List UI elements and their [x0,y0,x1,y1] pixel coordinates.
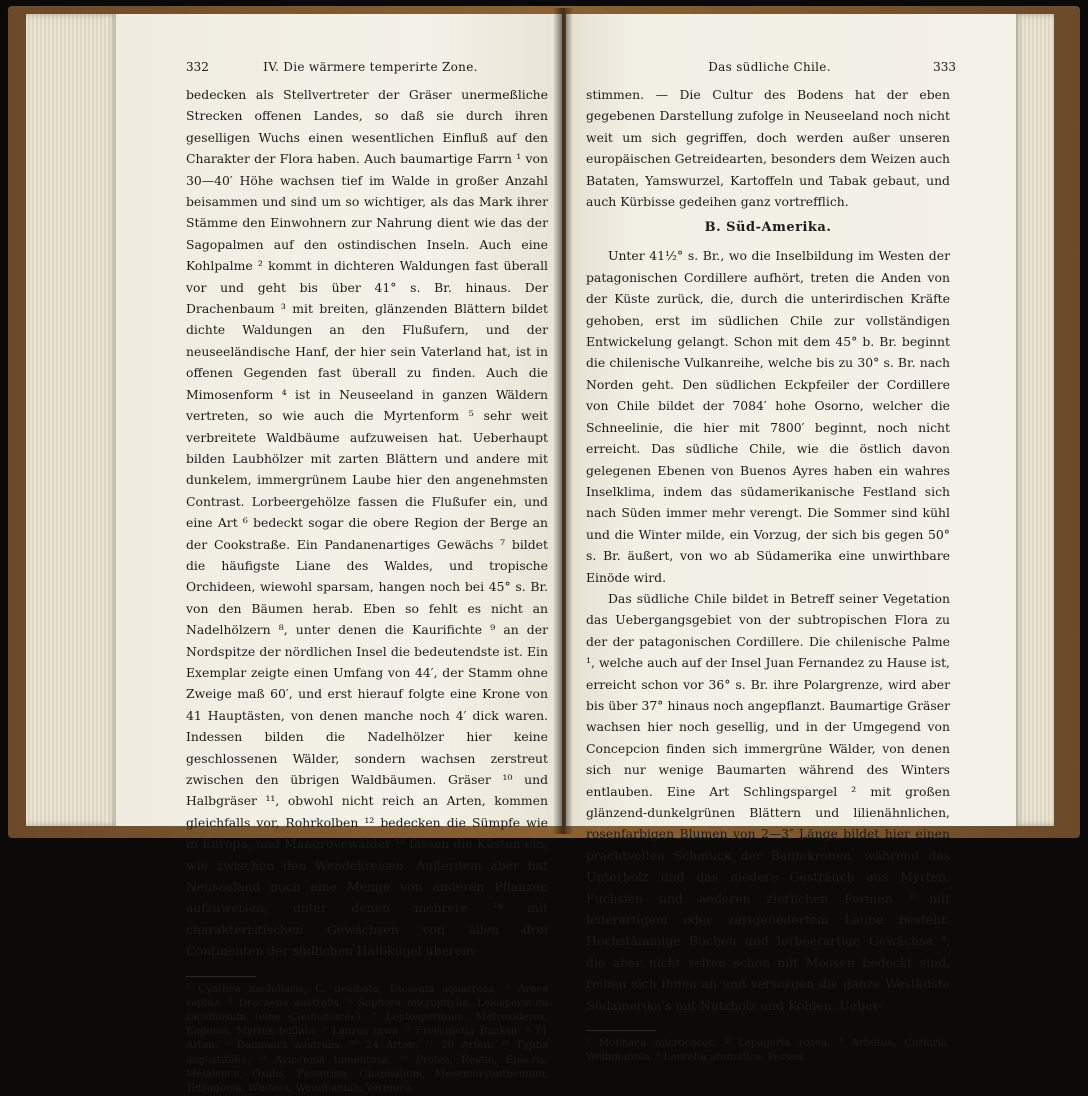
left-body [186,84,548,1096]
right-page-number: 333 [933,60,956,74]
book-spine-shadow [553,8,573,834]
right-page [566,14,1016,1064]
left-paragraph: bedecken als Stellvertreter der Gräser unermeßliche Strecken offenen Landes, so daß sie durch ihren geselligen Wuchs einen wesentlichen Einfluß auf den Charakter der Flora haben. Auch baumartige Farrn ¹ von 30—40′ Höhe wachsen tief im Walde in großer Anzahl beisammen und sind um so wichtiger, als das Mark ihrer Stämme den Einwohnern zur Nahrung dient wie das der Sagopalmen auf den ostindischen Inseln. Auch eine Kohlpalme ² kommt in dichteren Waldungen fast überall vor und geht bis über 41° s. Br. hinaus. Der Drachenbaum ³ mit breiten, glänzenden Blättern bildet dichte Waldungen an den Flußufern, und der neuseeländische Hanf, der hier sein Vaterland hat, ist in offenen Gegenden fast überall zu finden. Auch die Mimosenform ⁴ ist in Neuseeland in ganzen Wäldern vertreten, so wie auch die Myrtenform ⁵ sehr weit verbreitete Waldbäume aufzuweisen hat. Ueberhaupt bilden Laubhölzer mit zarten Blättern und andere mit dunkelem, immergrünem Laube hier den angenehmsten Contrast. Lorbeergehölze fassen die Flußufer ein, und eine Art ⁶ bedeckt sogar die obere Region der Berge an der Cookstraße. Ein Pandanenartiges Gewächs ⁷ bildet die häufigste Liane des Waldes, und tropische Orchideen, wiewohl sparsam, hangen noch bei 45° s. Br. von den Bäumen herab. Eben so fehlt es nicht an Nadelhölzern ⁸, unter denen die Kaurifichte ⁹ an der Nordspitze der nördlichen Insel die bedeutendste ist. Ein Exemplar zeigte einen Umfang von 44′, der Stamm ohne Zweige maß 60′, und erst hierauf folgte eine Krone von 41 Hauptästen, von denen manche noch 4′ dick waren. Indessen bilden die Nadelhölzer hier keine geschlossenen Wälder, sondern wachsen zerstreut zwischen den übrigen Waldbäumen. Gräser ¹⁰ und Halbgräser ¹¹, obwohl nicht reich an Arten, kommen gleichfalls vor, Rohrkolben ¹² bedecken die Sümpfe wie in Europa, und Mangrovewälder ¹³ fassen die Küsten ein, wie zwischen den Wendekreisen. Außerdem aber hat Neuseeland noch eine Menge von anderen Pflanzen aufzuweisen, unter denen mehrere ¹⁴ mit charakteristischen Gewächsen von allen drei Continenten der südlichen Halbkugel überein- [186,87,548,959]
right-body [586,84,950,1065]
right-running-title: Das südliche Chile. [708,60,831,74]
left-running-title: IV. Die wärmere temperirte Zone. [263,60,478,74]
footnote-rule [186,976,256,977]
right-paragraph-1: stimmen. — Die Cultur des Bodens hat der eben gegebenen Darstellung zufolge in Neuseeland noch nicht weit um sich gegriffen, doch werden außer unseren europäischen Getreidearten, besonders dem Weizen auch Bataten, Yamswurzel, Kartoffeln und Tabak gebaut, und auch Kürbisse gedeihen ganz vortrefflich. [586,87,950,210]
left-page [116,14,562,1095]
left-footnotes: ¹ Cyathea medullaris, C. dealbata, Dicsonia squarrosa. ² Areca sapida. ³ Dracaena australis. ⁴ Sophora microphylla, Leiospermum racemosum (eine Counoniacee). ⁵ Leptospermum, Metrosideros, Eugenia, Myrtus bullata. ⁶ Laurus tawa. ⁷ Freycinetia Banksii. ⁸ 11 Arten. ⁹ Dammara australis. ¹⁰ 24 Arten. ¹¹ 20 Arten. ¹² Typha angustifolia. ¹³ Avicennia tomentosa. ¹⁴ Protea, Restio, Epacris, Melaleuca, Oxalis, Passerina, Gnaphalium, Mesembryanthemum, Tetragonia, Wintera, Weinmannia, Veronica. [186,983,548,1095]
right-paragraph-3: Das südliche Chile bildet in Betreff seiner Vegetation das Uebergangsgebiet von der subtropischen Flora zu der der patagonischen Cordillere. Die chilenische Palme ¹, welche auch auf der Insel Juan Fernandez zu Hause ist, erreicht schon vor 36° s. Br. ihre Polargrenze, wird aber bis über 37° hinaus noch angepflanzt. Baumartige Gräser wachsen hier noch gesellig, und in der Umgegend von Concepcion finden sich immergrüne Wälder, von denen sich nur wenige Baumarten während des Winters entlauben. Eine Art Schlingspargel ² mit großen glänzend-dunkelgrünen Blättern und lilienähnlichen, rosenfarbigen Blumen von 2—3″ Länge bildet hier einen prachtvollen Schmuck der Baumkronen, während das Unterholz und das niedere Gesträuch aus Myrten, Fuchsien und anderen zierlichen Formen ³ mit lederartigem oder zartgefiedertem Laube besteht. Hochstämmige Buchen und lorbeerartige Gewächse ⁴, die aber nicht selten schon mit Moosen bedeckt sind, reihen sich ihnen an und versorgen die ganze Westküste Südamerika's mit Nutzholz und Kohlen. Ueber- [586,590,950,1013]
footnote-rule [586,1030,656,1031]
right-footnotes: ¹ Molinaea micrococos. ² Lapageria rosea. ³ Arbutus, Coriaria, Weinmannia. ⁴ Laurelia aromatica, Persea. [586,1038,950,1064]
right-page-header [586,60,956,76]
page-edges-left [26,14,118,826]
left-page-header [186,60,552,76]
page-edges-right [1014,14,1054,826]
right-paragraph-2: Unter 41½° s. Br., wo die Inselbildung im Westen der patagonischen Cordillere aufhört, treten die Anden von der Küste zurück, die, durch die unterirdischen Kräfte gehoben, erst im südlichen Chile zur vollständigen Entwickelung gelangt. Schon mit dem 45° b. Br. beginnt die chilenische Vulkanreihe, welche bis zu 30° s. Br. nach Norden geht. Den südlichen Eckpfeiler der Cordillere von Chile bildet der 7084′ hohe Osorno, welcher die Schneelinie, die hier mit 7800′ beginnt, noch nicht erreicht. Das südliche Chile, wie die östlich davon gelegenen Ebenen von Buenos Ayres haben ein wahres Inselklima, indem das südamerikanische Festland sich nach Süden immer mehr verengt. Die Sommer sind kühl und die Winter milde, ein Vorzug, der sich bis gegen 50° s. Br. äußert, von wo ab Südamerika eine unwirthbare Einöde wird. [586,248,950,585]
section-heading: B. Süd-Amerika. [704,220,832,236]
left-page-number: 332 [186,60,209,74]
